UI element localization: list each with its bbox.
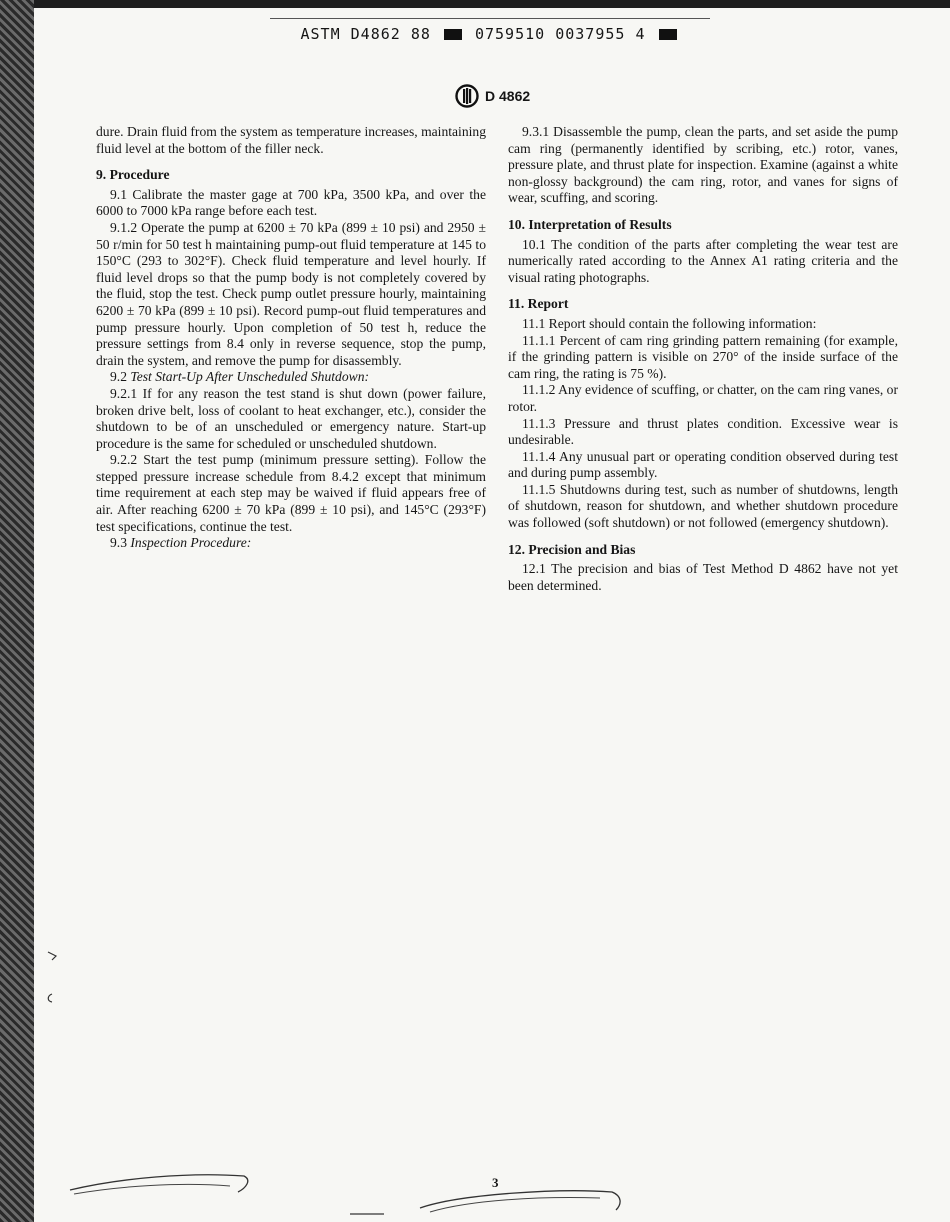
paragraph: 9.2.2 Start the test pump (minimum pressure setting). Follow the stepped pressure increase schedule from 8.4.2 except that minimum time requirement at each step may be waived if fluid appears free of air. After reaching 6200 ± 70 kPa (899 ± 10 psi), and 145°C (293°F) test specifications, continue the test. <box>96 452 486 534</box>
paragraph: 9.1.2 Operate the pump at 6200 ± 70 kPa (899 ± 10 psi) and 2950 ± 50 r/min for 50 test h maintaining pump-out fluid temperature at 145 to 150°C (293 to 302°F). Check fluid temperature and level hourly. If fluid level drops so that the pump body is not completely covered by the fluid, stop the test. Check pump outlet pressure hourly, maintaining 6200 ± 70 kPa (899 ± 10 psi). Record pump-out fluid temperatures and pump pressure hourly. Upon completion of 50 test h, reduce the pressure settings from 8.4 only in reverse sequence, stop the pump, drain the system, and remove the pump for disassembly. <box>96 219 486 368</box>
section-heading: 12. Precision and Bias <box>508 541 636 557</box>
paragraph: 11.1.2 Any evidence of scuffing, or chatter, on the cam ring vanes, or rotor. <box>508 382 898 414</box>
clause-number: 9.2 <box>110 369 131 385</box>
header-doc-code: ASTM D4862 88 <box>300 25 431 43</box>
clause-number: 9.3 <box>110 535 131 551</box>
paragraph: 12.1 The precision and bias of Test Method D 4862 have not yet been determined. <box>508 561 898 593</box>
clause-title: Inspection Procedure: <box>130 535 252 551</box>
paragraph: 11.1.3 Pressure and thrust plates condition. Excessive wear is undesirable. <box>508 415 898 448</box>
paragraph: 11.1 Report should contain the following information: <box>522 315 817 331</box>
section-heading: 9. Procedure <box>96 167 170 183</box>
header-serial: 0759510 0037955 4 <box>474 25 646 43</box>
paragraph: 10.1 The condition of the parts after completing the wear test are numerically rated according to the Annex A1 rating criteria and the visual rating photographs. <box>508 236 898 285</box>
paragraph: 9.1 Calibrate the master gage at 700 kPa, 3500 kPa, and over the 6000 to 7000 kPa range before each test. <box>96 186 486 219</box>
paragraph: 9.2.1 If for any reason the test stand is shut down (power failure, broken drive belt, loss of coolant to heat exchanger, etc.), consider the shutdown to be of an unscheduled or emergency nature. Start-up procedure is the same for scheduled or unscheduled shutdown. <box>96 385 486 451</box>
paragraph: 11.1.4 Any unusual part or operating condition observed during test and during pump assembly. <box>508 448 898 481</box>
document-id: D 4862 <box>485 88 531 104</box>
clause-title: Test Start-Up After Unscheduled Shutdown: <box>130 369 370 385</box>
section-heading: 11. Report <box>508 296 569 312</box>
paragraph: 11.1.5 Shutdowns during test, such as number of shutdowns, length of shutdown, reason for shutdown, and whether shutdown procedure was followed (soft shutdown) or not followed (emergency shutdown). <box>508 481 898 531</box>
paragraph: 11.1.1 Percent of cam ring grinding pattern remaining (for example, if the grinding pattern is visible on 270° of the inside surface of the cam ring, the rating is 75 %). <box>508 332 898 381</box>
paragraph: 9.3.1 Disassemble the pump, clean the parts, and set aside the pump cam ring (permanently identified by scribing, etc.) rotor, vanes, pressure plate, and thrust plate for inspection. Examine (against a white non-glossy background) the cam ring, rotor, and vanes for signs of wear, scuffing, and scoring. <box>508 124 898 206</box>
page-number: 3 <box>492 1175 499 1190</box>
section-heading: 10. Interpretation of Results <box>508 216 672 232</box>
paragraph: dure. Drain fluid from the system as temperature increases, maintaining fluid level at the bottom of the filler neck. <box>96 124 486 156</box>
